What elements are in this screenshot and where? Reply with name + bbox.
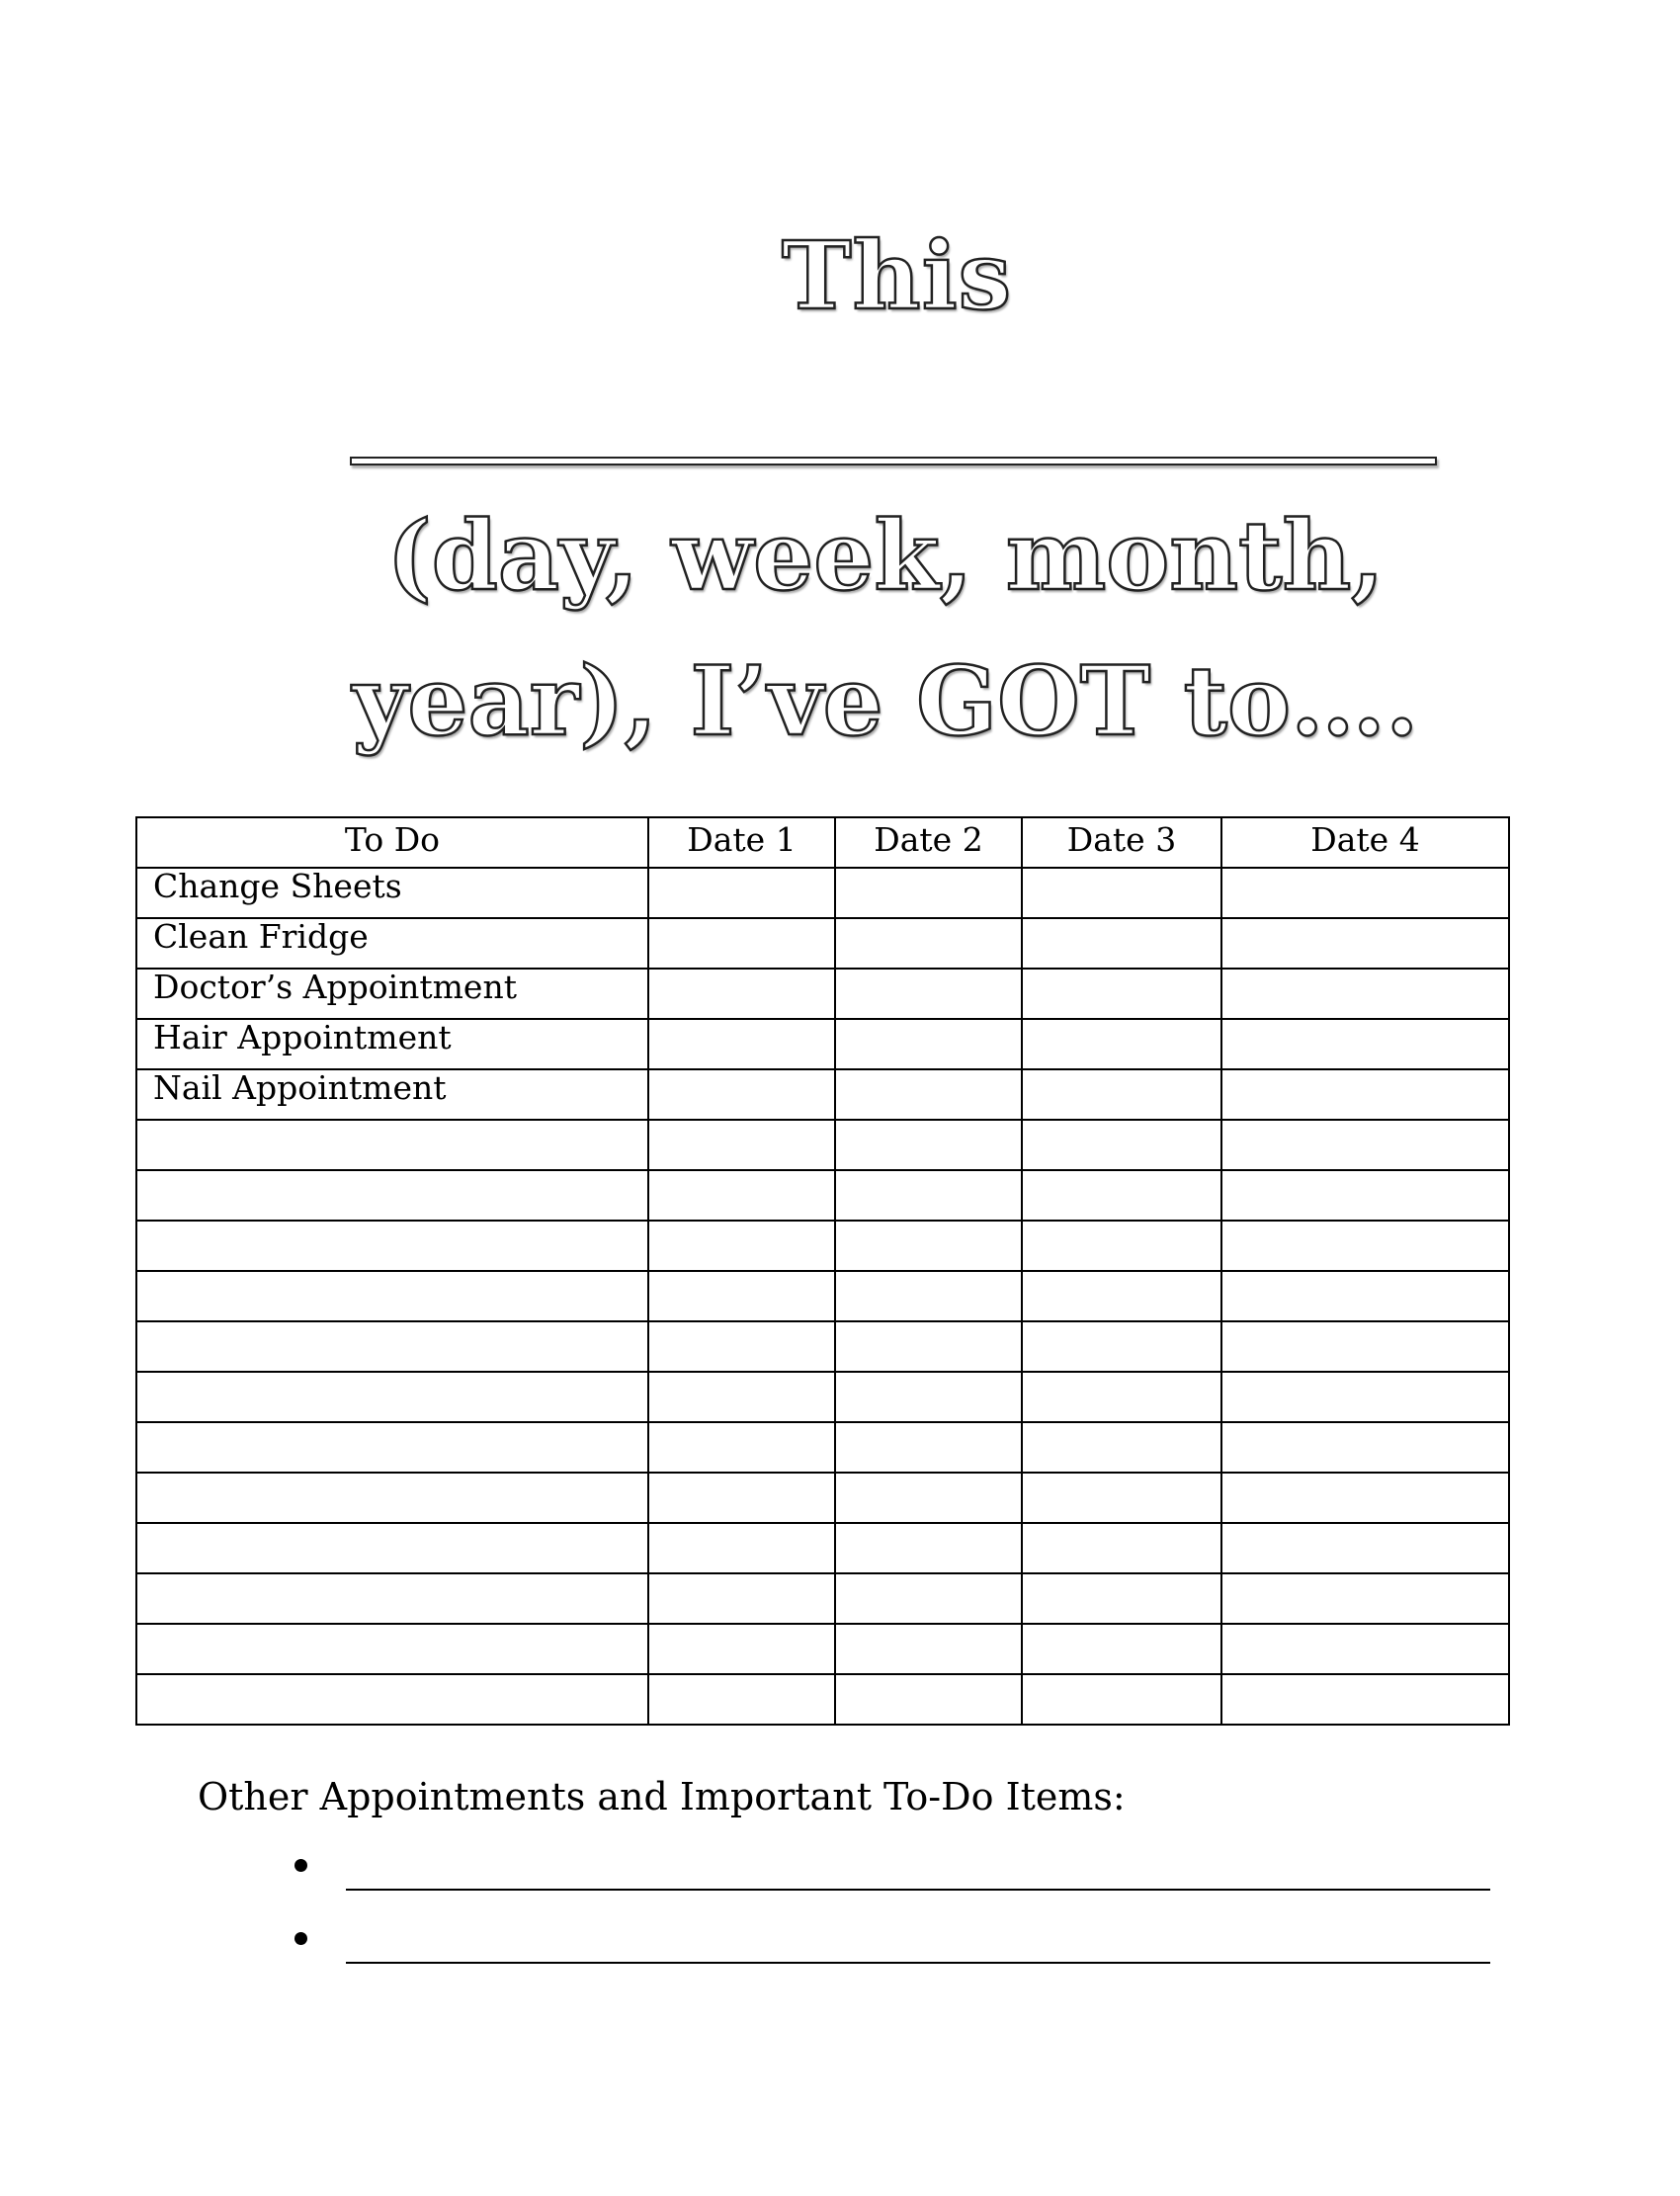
date-4-cell <box>1221 1120 1509 1170</box>
date-1-cell <box>648 1523 835 1573</box>
todo-table <box>135 816 1510 1726</box>
date-3-cell <box>1022 1573 1221 1624</box>
date-1-cell <box>648 1221 835 1271</box>
date-1-cell <box>648 1422 835 1473</box>
date-1-cell <box>648 1624 835 1674</box>
task-cell: Nail Appointment <box>136 1069 648 1120</box>
date-4-cell <box>1221 1019 1509 1069</box>
title-period-options: (day, week, month, <box>386 500 1385 612</box>
table-row <box>136 1019 1509 1069</box>
date-2-cell <box>835 1523 1022 1573</box>
table-row <box>136 969 1509 1019</box>
date-4-cell <box>1221 1523 1509 1573</box>
date-1-cell <box>648 1170 835 1221</box>
task-cell <box>136 1422 648 1473</box>
date-1-cell <box>648 1573 835 1624</box>
task-cell <box>136 1120 648 1170</box>
task-cell <box>136 1624 648 1674</box>
date-1-cell <box>648 969 835 1019</box>
date-4-cell <box>1221 1321 1509 1372</box>
table-row <box>136 1372 1509 1422</box>
date-3-cell <box>1022 1422 1221 1473</box>
table-row <box>136 1473 1509 1523</box>
date-3-cell <box>1022 1170 1221 1221</box>
table-row <box>136 1120 1509 1170</box>
table-row <box>136 1674 1509 1725</box>
date-3-cell <box>1022 1019 1221 1069</box>
date-1-cell <box>648 868 835 918</box>
date-1-cell <box>648 1069 835 1120</box>
date-1-cell <box>648 1271 835 1321</box>
date-2-cell <box>835 868 1022 918</box>
date-2-cell <box>835 1120 1022 1170</box>
other-item-line-2 <box>294 1924 1490 1964</box>
date-2-cell <box>835 969 1022 1019</box>
date-2-cell <box>835 1573 1022 1624</box>
date-4-cell <box>1221 868 1509 918</box>
table-row <box>136 1624 1509 1674</box>
date-2-cell <box>835 918 1022 969</box>
date-4-cell <box>1221 969 1509 1019</box>
date-3-cell <box>1022 1321 1221 1372</box>
header-date-4: Date 4 <box>1221 817 1509 868</box>
date-4-cell <box>1221 1473 1509 1523</box>
other-items-heading: Other Appointments and Important To-Do Items: <box>198 1775 1126 1818</box>
date-2-cell <box>835 1624 1022 1674</box>
date-3-cell <box>1022 1523 1221 1573</box>
table-row <box>136 918 1509 969</box>
date-3-cell <box>1022 1624 1221 1674</box>
table-row <box>136 1573 1509 1624</box>
date-1-cell <box>648 1019 835 1069</box>
date-4-cell <box>1221 1624 1509 1674</box>
table-row <box>136 1422 1509 1473</box>
header-to-do: To Do <box>136 817 648 868</box>
table-row <box>136 1069 1509 1120</box>
date-4-cell <box>1221 1069 1509 1120</box>
blank-line <box>346 1887 1490 1891</box>
date-4-cell <box>1221 1372 1509 1422</box>
date-4-cell <box>1221 1422 1509 1473</box>
date-1-cell <box>648 1120 835 1170</box>
table-row <box>136 1523 1509 1573</box>
date-2-cell <box>835 1271 1022 1321</box>
header-date-2: Date 2 <box>835 817 1022 868</box>
date-3-cell <box>1022 1674 1221 1725</box>
task-cell <box>136 1271 648 1321</box>
task-cell: Clean Fridge <box>136 918 648 969</box>
date-2-cell <box>835 1321 1022 1372</box>
date-2-cell <box>835 1372 1022 1422</box>
date-4-cell <box>1221 1573 1509 1624</box>
date-3-cell <box>1022 969 1221 1019</box>
task-cell <box>136 1221 648 1271</box>
task-cell <box>136 1321 648 1372</box>
date-3-cell <box>1022 1120 1221 1170</box>
date-1-cell <box>648 1473 835 1523</box>
date-2-cell <box>835 1170 1022 1221</box>
date-1-cell <box>648 1372 835 1422</box>
date-2-cell <box>835 1422 1022 1473</box>
date-2-cell <box>835 1674 1022 1725</box>
date-2-cell <box>835 1473 1022 1523</box>
bullet-icon <box>294 1932 307 1945</box>
task-cell: Hair Appointment <box>136 1019 648 1069</box>
date-3-cell <box>1022 1271 1221 1321</box>
task-cell <box>136 1573 648 1624</box>
date-3-cell <box>1022 1069 1221 1120</box>
task-cell <box>136 1523 648 1573</box>
date-4-cell <box>1221 1674 1509 1725</box>
date-3-cell <box>1022 1221 1221 1271</box>
date-1-cell <box>648 918 835 969</box>
title-this: This <box>781 221 1013 331</box>
date-4-cell <box>1221 1271 1509 1321</box>
date-3-cell <box>1022 918 1221 969</box>
table-header-row <box>136 817 1509 868</box>
task-cell <box>136 1473 648 1523</box>
date-3-cell <box>1022 868 1221 918</box>
task-cell: Change Sheets <box>136 868 648 918</box>
date-4-cell <box>1221 918 1509 969</box>
date-3-cell <box>1022 1473 1221 1523</box>
task-cell: Doctor’s Appointment <box>136 969 648 1019</box>
header-date-1: Date 1 <box>648 817 835 868</box>
blank-line <box>346 1960 1490 1964</box>
date-3-cell <box>1022 1372 1221 1422</box>
title-got-to: year), I’ve GOT to…. <box>352 645 1419 757</box>
title-fill-in-line <box>350 457 1437 465</box>
task-cell <box>136 1674 648 1725</box>
task-cell <box>136 1372 648 1422</box>
table-row <box>136 1271 1509 1321</box>
date-4-cell <box>1221 1170 1509 1221</box>
date-2-cell <box>835 1019 1022 1069</box>
bullet-icon <box>294 1859 307 1872</box>
header-date-3: Date 3 <box>1022 817 1221 868</box>
date-1-cell <box>648 1321 835 1372</box>
date-4-cell <box>1221 1221 1509 1271</box>
table-row <box>136 1321 1509 1372</box>
other-item-line-1 <box>294 1851 1490 1891</box>
date-2-cell <box>835 1069 1022 1120</box>
table-row <box>136 868 1509 918</box>
date-1-cell <box>648 1674 835 1725</box>
table-row <box>136 1221 1509 1271</box>
task-cell <box>136 1170 648 1221</box>
date-2-cell <box>835 1221 1022 1271</box>
table-row <box>136 1170 1509 1221</box>
